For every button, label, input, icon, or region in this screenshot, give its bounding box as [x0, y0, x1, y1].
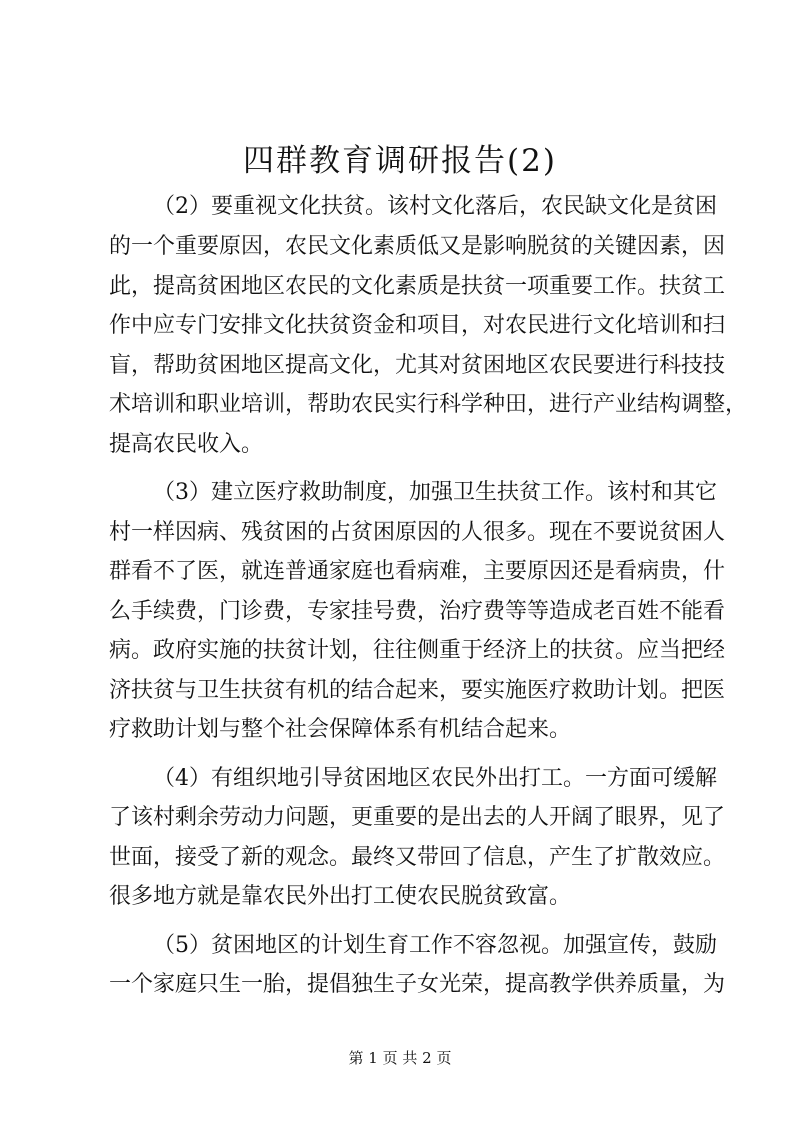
paragraph-5-line-2: 一个家庭只生一胎，提倡独生子女光荣，提高教学供养质量，为 [109, 972, 726, 997]
paragraph-2-line-3: 此，提高贫困地区农民的文化素质是扶贫一项重要工作。扶贫工 [109, 274, 726, 299]
paragraph-3-line-3: 群看不了医，就连普通家庭也看病难，主要原因还是看病贵，什 [109, 559, 726, 584]
paragraph-3-line-4: 么手续费，门诊费，专家挂号费，治疗费等等造成老百姓不能看 [109, 599, 726, 624]
paragraph-4-line-3: 世面，接受了新的观念。最终又带回了信息，产生了扩散效应。 [109, 845, 726, 870]
paragraph-2-line-1: （2）要重视文化扶贫。该村文化落后，农民缺文化是贫困 [153, 194, 717, 219]
paragraph-3-line-6: 济扶贫与卫生扶贫有机的结合起来，要实施医疗救助计划。把医 [109, 678, 726, 703]
paragraph-5-line-1: （5）贫困地区的计划生育工作不容忽视。加强宣传，鼓励 [153, 933, 717, 958]
paragraph-3-line-7: 疗救助计划与整个社会保障体系有机结合起来。 [109, 717, 572, 742]
paragraph-2-line-2: 的一个重要原因，农民文化素质低又是影响脱贫的关键因素，因 [109, 234, 726, 259]
paragraph-3-line-2: 村一样因病、残贫困的占贫困原因的人很多。现在不要说贫困人 [109, 520, 726, 545]
paragraph-2-line-6: 术培训和职业培训，帮助农民实行科学种田，进行产业结构调整， [109, 392, 748, 417]
paragraph-4-line-4: 很多地方就是靠农民外出打工使农民脱贫致富。 [109, 884, 572, 909]
paragraph-3-line-1: （3）建立医疗救助制度，加强卫生扶贫工作。该村和其它 [153, 480, 717, 505]
paragraph-4-line-1: （4）有组织地引导贫困地区农民外出打工。一方面可缓解 [153, 766, 717, 791]
paragraph-2-line-4: 作中应专门安排文化扶贫资金和项目，对农民进行文化培训和扫 [109, 313, 726, 338]
paragraph-2-line-7: 提高农民收入。 [109, 432, 264, 457]
page-footer: 第 1 页 共 2 页 [348, 1049, 452, 1067]
paragraph-2-line-5: 盲，帮助贫困地区提高文化，尤其对贫困地区农民要进行科技技 [109, 353, 726, 378]
document-title: 四群教育调研报告(2) [243, 143, 557, 179]
paragraph-3-line-5: 病。政府实施的扶贫计划，往往侧重于经济上的扶贫。应当把经 [109, 638, 726, 663]
paragraph-4-line-2: 了该村剩余劳动力问题，更重要的是出去的人开阔了眼界，见了 [109, 805, 726, 830]
